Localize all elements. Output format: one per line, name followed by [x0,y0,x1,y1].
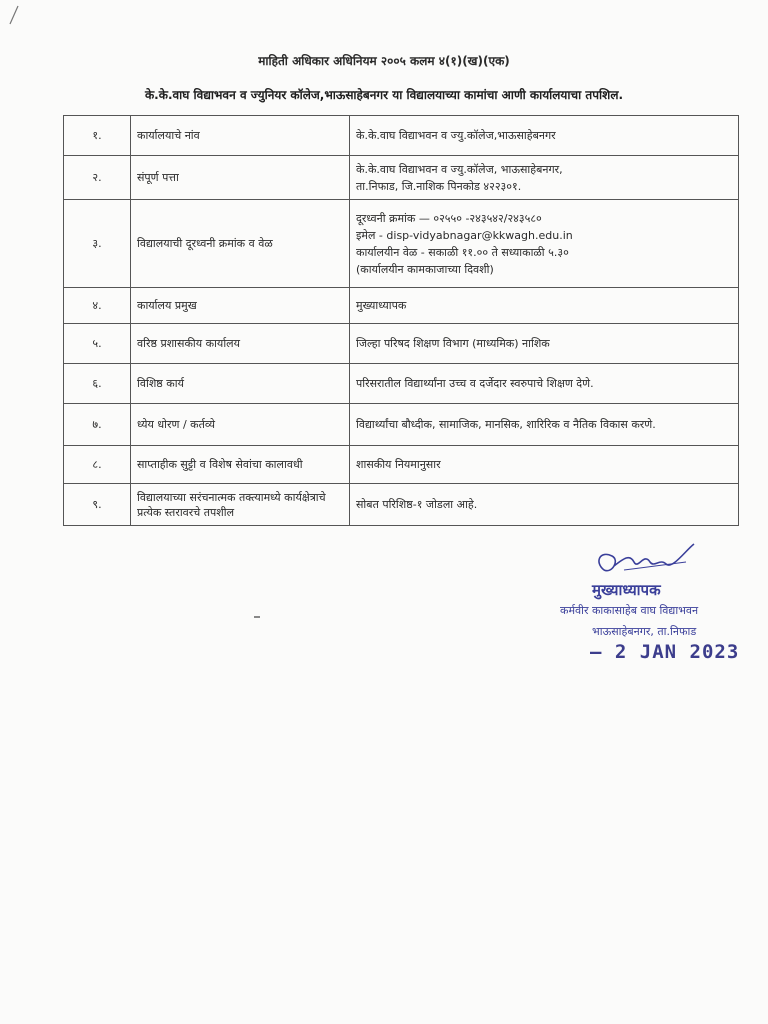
stray-mark [254,616,260,618]
row-label: विद्यालयाची दूरध्वनी क्रमांक व वेळ [131,200,350,288]
row-value [350,446,739,484]
row-value [350,404,739,446]
row-value-line: सोबत परिशिष्ठ-१ जोडला आहे. [356,498,478,511]
corner-mark-icon [8,4,20,26]
row-label: संपूर्ण पत्ता [131,156,350,200]
table-row [64,446,739,484]
office-subtitle: के.के.वाघ विद्याभवन व ज्युनियर कॉलेज,भाऊसाहेबनगर या विद्यालयाच्या कामांचा आणी कार्यालयाचा तपशिल. [144,88,624,102]
row-label: वरिष्ठ प्रशासकीय कार्यालय [131,324,350,364]
date-stamp-dash: — [590,641,615,663]
row-value-line: शासकीय नियमानुसार [356,458,441,471]
row-value-line: के.के.वाघ विद्याभवन व ज्यु.कॉलेज, भाऊसाहेबनगर, [356,162,563,176]
row-value-line: ता.निफाड, जि.नाशिक पिनकोड ४२२३०१. [356,179,522,193]
row-label: ध्येय धोरण / कर्तव्ये [131,404,350,446]
stamp-school-name: कर्मवीर काकासाहेब वाघ विद्याभवन [560,604,699,617]
row-value-line: दूरध्वनी क्रमांक — ०२५५० -२४३५४२/२४३५८० [356,211,542,225]
row-value [350,116,739,156]
row-number: ८. [64,446,131,484]
act-heading: माहिती अधिकार अधिनियम २००५ कलम ४(१)(ख)(एक) [258,54,510,68]
office-details-table [63,115,739,526]
row-value-line: परिसरातील विद्यार्थ्यांना उच्च व दर्जेदार स्वरुपाचे शिक्षण देणे. [356,377,594,390]
row-number: ३. [64,200,131,288]
row-value [350,200,739,288]
row-number: ९. [64,484,131,526]
row-number: २. [64,156,131,200]
table-row [64,200,739,288]
table-row [64,404,739,446]
table-row [64,116,739,156]
row-label: विशिष्ठ कार्य [131,364,350,404]
row-value [350,324,739,364]
row-value-line: इमेल - disp-vidyabnagar@kkwagh.edu.in [356,228,573,242]
stamp-place: भाऊसाहेबनगर, ता.निफाड [592,625,697,638]
row-value [350,288,739,324]
row-number: ४. [64,288,131,324]
row-value [350,156,739,200]
row-label: कार्यालयाचे नांव [131,116,350,156]
date-stamp-text: 2 JAN 2023 [614,641,740,663]
row-value [350,484,739,526]
table-row [64,324,739,364]
table-row [64,484,739,526]
date-stamp [590,641,739,663]
row-value [350,364,739,404]
row-number: १. [64,116,131,156]
stamp-headmaster: मुख्याध्यापक [592,581,661,599]
row-value-line: विद्यार्थ्यांचा बौध्दीक, सामाजिक, मानसिक, शारिरिक व नैतिक विकास करणे. [356,418,656,431]
table-row [64,364,739,404]
row-number: ५. [64,324,131,364]
row-value-line: कार्यालयीन वेळ - सकाळी ११.०० ते सध्याकाळी ५.३० [356,245,569,259]
signature-icon [590,540,710,582]
row-label: कार्यालय प्रमुख [131,288,350,324]
row-value-line: के.के.वाघ विद्याभवन व ज्यु.कॉलेज,भाऊसाहेबनगर [356,129,556,142]
table-row [64,156,739,200]
row-number: ६. [64,364,131,404]
row-value-line: जिल्हा परिषद शिक्षण विभाग (माध्यमिक) नाशिक [356,337,550,350]
row-label: विद्यालयाच्या सरंचनात्मक तक्त्यामध्ये कार्यक्षेत्राचे प्रत्येक स्तरावरचे तपशील [131,484,350,526]
table-row [64,288,739,324]
row-number: ७. [64,404,131,446]
row-value-line: (कार्यालयीन कामकाजाच्या दिवशी) [356,262,494,276]
row-label: साप्ताहीक सुट्टी व विशेष सेवांचा कालावधी [131,446,350,484]
row-value-line: मुख्याध्यापक [356,299,407,312]
